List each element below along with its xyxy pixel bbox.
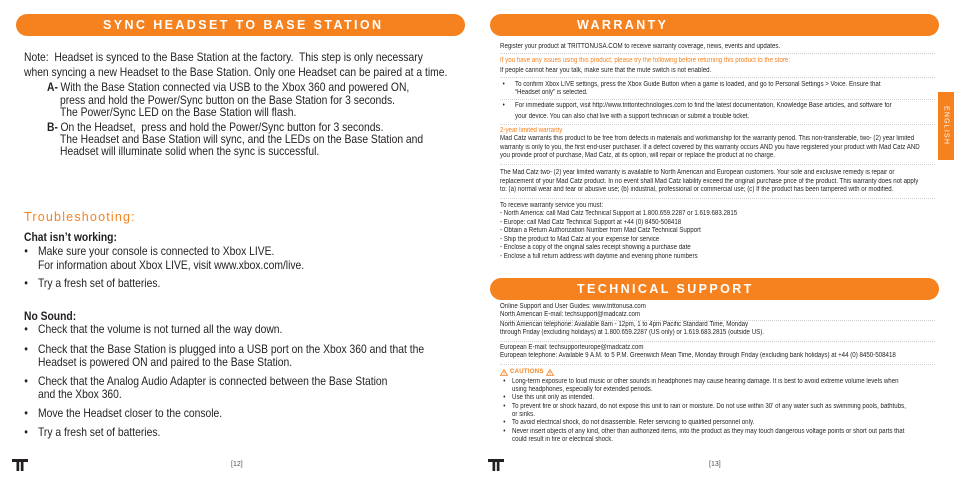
warranty-paragraph-line: The Mad Catz two- (2) year limited warranty is available to North American and European customers. Your sole and exclusive remedy is repair or (500, 169, 895, 176)
note-line: Note: Headset is synced to the Base Station at the factory. This step is only necessary (24, 50, 423, 64)
caution-item: • Long-term exposure to loud music or other sounds in headphones may cause hearing damage. It is best to avoid extreme volume levels when (512, 378, 899, 386)
section-header-warranty (490, 14, 939, 36)
list-item: • Try a fresh set of batteries. (38, 425, 160, 439)
right-page (477, 0, 954, 477)
issues-intro: If you have any issues using this product, please try the following before returning this product to the store: (500, 57, 791, 64)
tip-item-continued: your device. You can also chat live with a support technician or submit a trouble ticket. (515, 113, 750, 120)
warranty-paragraph-line: you provide proof of purchase, Mad Catz, at its option, will repair or replace the product at no charge. (500, 152, 775, 159)
service-step: - Europe: call Mad Catz Technical Support at +44 (0) 8450-508418 (500, 219, 682, 226)
warning-icon (546, 369, 554, 376)
service-intro: To receive warranty service you must: (500, 202, 604, 209)
mute-line: If people cannot hear you talk, make sure that the mute switch is not enabled. (500, 67, 712, 74)
cautions-title: CAUTIONS (510, 369, 544, 375)
warranty-paragraph-line: warranty is only to you, the first end-user purchaser. If a defect covered by this warranty occurs AND you have registered your product with Mad Catz AND (500, 144, 920, 151)
section-header-technical-support (490, 278, 939, 300)
divider (500, 99, 935, 100)
tritton-logo-icon (488, 459, 504, 471)
support-line: European E-mail: techsupporteurope@madcatz.com (500, 344, 644, 351)
list-item-continued: Headset is powered ON and paired to the Base Station. (38, 355, 293, 369)
warning-icon (500, 369, 508, 376)
limited-warranty-title: 2-year limited warranty (500, 127, 563, 134)
language-tab-label: ENGLISH (942, 106, 950, 146)
section-header-title: SYNC HEADSET TO BASE STATION (103, 18, 384, 32)
step-text: Headset will illuminate solid when the sync is successful. (60, 144, 320, 158)
section-header-title: WARRANTY (577, 18, 669, 32)
support-line: Online Support and User Guides: www.trittonusa.com (500, 303, 646, 310)
list-item: • Try a fresh set of batteries. (38, 276, 160, 290)
list-item: • Check that the Analog Audio Adapter is connected between the Base Station (38, 374, 387, 388)
tip-item: • For immediate support, visit http://www.trittontechnologies.com to find the latest documentation, Knowledge Base articles, and software for (515, 102, 892, 110)
service-step: - North America: call Mad Catz Technical Support at 1.800.659.2287 or 1.619.683.2815 (500, 210, 738, 217)
page-number: [13] (709, 461, 721, 468)
language-tab (938, 92, 954, 160)
warranty-paragraph-line: Mad Catz warrants this product to be free from defects in materials and workmanship for the warranty period. This non-transferable, two- (2) year limited (500, 135, 915, 142)
no-sound-heading: No Sound: (24, 309, 77, 323)
caution-item: • Never insert objects of any kind, other than authorized items, into the product as they may touch dangerous voltage points or short out parts that (512, 428, 904, 436)
divider (500, 198, 935, 199)
divider (500, 341, 935, 342)
support-line: European telephone: Available 9 A.M. to 5 P.M. Greenwich Mean Time, Monday through Friday (excluding bank holidays) at +44 (0) 8450-508418 (500, 352, 896, 359)
service-step: - Enclose a full return address with daytime and evening phone numbers (500, 253, 698, 260)
caution-item: • Use this unit only as intended. (512, 394, 594, 402)
warranty-paragraph-line: replacement of your Mad Catz product. In no event shall Mad Catz liability exceed the original purchase price of the product. This warranty does not apply (500, 178, 919, 185)
troubleshooting-title: Troubleshooting: (24, 210, 136, 224)
list-item-continued: and the Xbox 360. (38, 387, 122, 401)
support-line: through Friday (excluding holidays) at 1.800.659.2287 (US only) or 1.619.683.2815 (outside US). (500, 329, 765, 336)
tip-item: • To confirm Xbox LIVE settings, press the Xbox Guide Button when a game is loaded, and go to Personal Settings > Voice. Ensure that (515, 81, 881, 89)
caution-item-continued: could result in fire or electrical shock. (512, 436, 614, 443)
warranty-paragraph-line: to: (a) normal wear and tear or abusive use; (b) industrial, professional or commercial use; (c) If the product has been tampered with or modified. (500, 186, 894, 193)
caution-item: • To avoid electrical shock, do not disassemble. Refer servicing to qualified personnel only. (512, 419, 754, 427)
service-step: - Enclose a copy of the original sales receipt showing a purchase date (500, 244, 691, 251)
caution-item-continued: using headphones, especially for extended periods. (512, 386, 653, 393)
step-text: press and hold the Power/Sync button on the Base Station for 3 seconds. (60, 93, 396, 107)
chat-heading: Chat isn’t working: (24, 230, 117, 244)
service-step: - Obtain a Return Authorization Number from Mad Catz Technical Support (500, 227, 701, 234)
section-header-title: TECHNICAL SUPPORT (577, 282, 754, 296)
caution-item-continued: or sinks. (512, 411, 535, 418)
tip-item-continued: “Headset only” is selected. (515, 89, 588, 96)
divider (500, 77, 935, 78)
list-item: • Move the Headset closer to the console. (38, 406, 222, 420)
step-text: The Power/Sync LED on the Base Station will flash. (60, 105, 297, 119)
support-line: North American telephone: Available 8am - 12pm, 1 to 4pm Pacific Standard Time, Monday (500, 321, 749, 328)
list-item: • Check that the volume is not turned all the way down. (38, 322, 282, 336)
page-number: [12] (231, 461, 243, 468)
list-item-continued: For information about Xbox LIVE, visit www.xbox.com/live. (38, 258, 305, 272)
section-header-sync (16, 14, 465, 36)
note-line: when syncing a new Headset to the Base Station. Only one Headset can be paired at a time. (24, 65, 448, 79)
cautions-heading (500, 368, 554, 376)
divider (500, 53, 935, 54)
tritton-logo-icon (12, 459, 28, 471)
divider (500, 124, 935, 125)
divider (500, 164, 935, 165)
step-label: B- (47, 120, 58, 134)
divider (500, 364, 935, 365)
step-text: With the Base Station connected via USB to the Xbox 360 and powered ON, (60, 80, 410, 94)
step-label: A- (47, 80, 58, 94)
service-step: - Ship the product to Mad Catz at your expense for service (500, 236, 660, 243)
list-item: • Check that the Base Station is plugged into a USB port on the Xbox 360 and that the (38, 342, 424, 356)
register-line: Register your product at TRITTONUSA.COM to receive warranty coverage, news, events and updates. (500, 43, 781, 50)
caution-item: • To prevent fire or shock hazard, do not expose this unit to rain or moisture. Do not use within 30' of any water such as swimming pools, bathtubs, (512, 403, 906, 411)
step-text: On the Headset, press and hold the Power/Sync button for 3 seconds. (60, 120, 384, 134)
step-text: The Headset and Base Station will sync, and the LEDs on the Base Station and (60, 132, 424, 146)
support-line: North American E-mail: techsupport@madcatz.com (500, 311, 641, 318)
list-item: • Make sure your console is connected to Xbox LIVE. (38, 244, 274, 258)
step-a (47, 80, 409, 94)
